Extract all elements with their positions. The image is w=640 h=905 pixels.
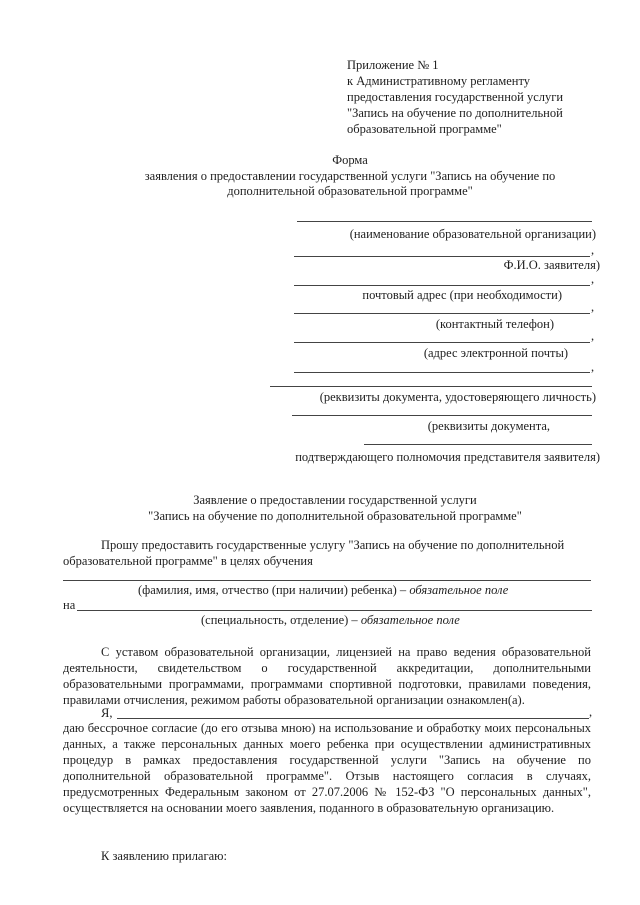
applicant-fio-line[interactable]	[294, 256, 590, 257]
statement-title-line: "Запись на обучение по дополнительной образовательной программе"	[148, 509, 522, 523]
doc-details-line[interactable]	[292, 415, 592, 416]
comma: ,	[591, 272, 595, 286]
postal-address-caption: почтовый адрес (при необходимости)	[362, 288, 562, 302]
appendix-line: "Запись на обучение по дополнительной	[347, 106, 563, 120]
paragraph-line: данных, а также персональных данных моего ребенка при осуществлении административных	[63, 737, 591, 751]
id-doc-line[interactable]	[270, 386, 592, 387]
paragraph-line: деятельности, свидетельством о государственной аккредитации, дополнительными	[63, 661, 591, 675]
extra-line[interactable]	[294, 372, 590, 373]
appendix-line: к Административному регламенту	[347, 74, 531, 88]
specialty-caption: (специальность, отделение) – обязательное поле	[201, 613, 460, 627]
paragraph-line: процедур в рамках предоставления государственной услуги "Запись на обучение по	[63, 753, 591, 767]
specialty-line[interactable]	[77, 610, 592, 611]
form-title-line: дополнительной образовательной программе"	[227, 184, 473, 198]
comma: ,	[589, 705, 593, 719]
rep-authority-caption: подтверждающего полномочия представителя заявителя)	[295, 450, 600, 464]
on-label: на	[63, 598, 76, 612]
email-caption: (адрес электронной почты)	[423, 346, 568, 360]
comma: ,	[591, 243, 595, 257]
applicant-fio-caption: Ф.И.О. заявителя)	[503, 258, 600, 272]
org-name-caption: (наименование образовательной организации)	[349, 227, 596, 241]
comma: ,	[591, 329, 595, 343]
form-title-word: Форма	[332, 153, 368, 167]
doc-details-caption: (реквизиты документа,	[427, 419, 550, 433]
comma: ,	[591, 300, 595, 314]
postal-address-line[interactable]	[294, 285, 590, 286]
paragraph-line: С уставом образовательной организации, лицензией на право ведения образовательной	[101, 645, 591, 659]
phone-line[interactable]	[294, 313, 590, 314]
request-line: Прошу предоставить государственные услугу "Запись на обучение по дополнительной	[101, 538, 565, 552]
phone-caption: (контактный телефон)	[435, 317, 554, 331]
paragraph-line: образовательными программами, программами спортивной подготовки, правилами поведения,	[63, 677, 591, 691]
statement-title-line: Заявление о предоставлении государственной услуги	[193, 493, 477, 507]
paragraph-line: дополнительной образовательной программе". Отзыв настоящего согласия в случаях,	[63, 769, 591, 783]
form-title-line: заявления о предоставлении государственной услуги "Запись на обучение по	[144, 169, 556, 183]
appendix-line: предоставления государственной услуги	[347, 90, 564, 104]
paragraph-line: предусмотренных Федеральным законом от 27.07.2006 № 152-ФЗ "О персональных данных",	[63, 785, 591, 799]
required-mark: обязательное поле	[409, 583, 509, 597]
paragraph-line: даю бессрочное согласие (до его отзыва мною) на использование и обработку моих персональных	[63, 721, 591, 735]
id-doc-caption: (реквизиты документа, удостоверяющего личность)	[319, 390, 596, 404]
required-mark: обязательное поле	[360, 613, 460, 627]
child-name-caption: (фамилия, имя, отчество (при наличии) ребенка) – обязательное поле	[138, 583, 509, 597]
request-line: образовательной программе" в целях обучения	[63, 554, 313, 568]
consent-name-line[interactable]	[117, 718, 589, 719]
consent-i-label: Я,	[101, 706, 113, 720]
appendix-line: образовательной программе"	[347, 122, 502, 136]
paragraph-line: правилами отчисления, режимом работы образовательной организации ознакомлен(а).	[63, 693, 525, 707]
email-line[interactable]	[294, 342, 590, 343]
paragraph-line: осуществляется на основании моего заявления, поданного в образовательную организацию.	[63, 801, 555, 815]
comma: ,	[591, 360, 595, 374]
appendix-number: Приложение № 1	[347, 58, 439, 72]
rep-authority-line[interactable]	[364, 444, 592, 445]
org-name-line[interactable]	[297, 221, 592, 222]
child-name-line[interactable]	[63, 580, 591, 581]
attachments-label: К заявлению прилагаю:	[101, 849, 227, 863]
